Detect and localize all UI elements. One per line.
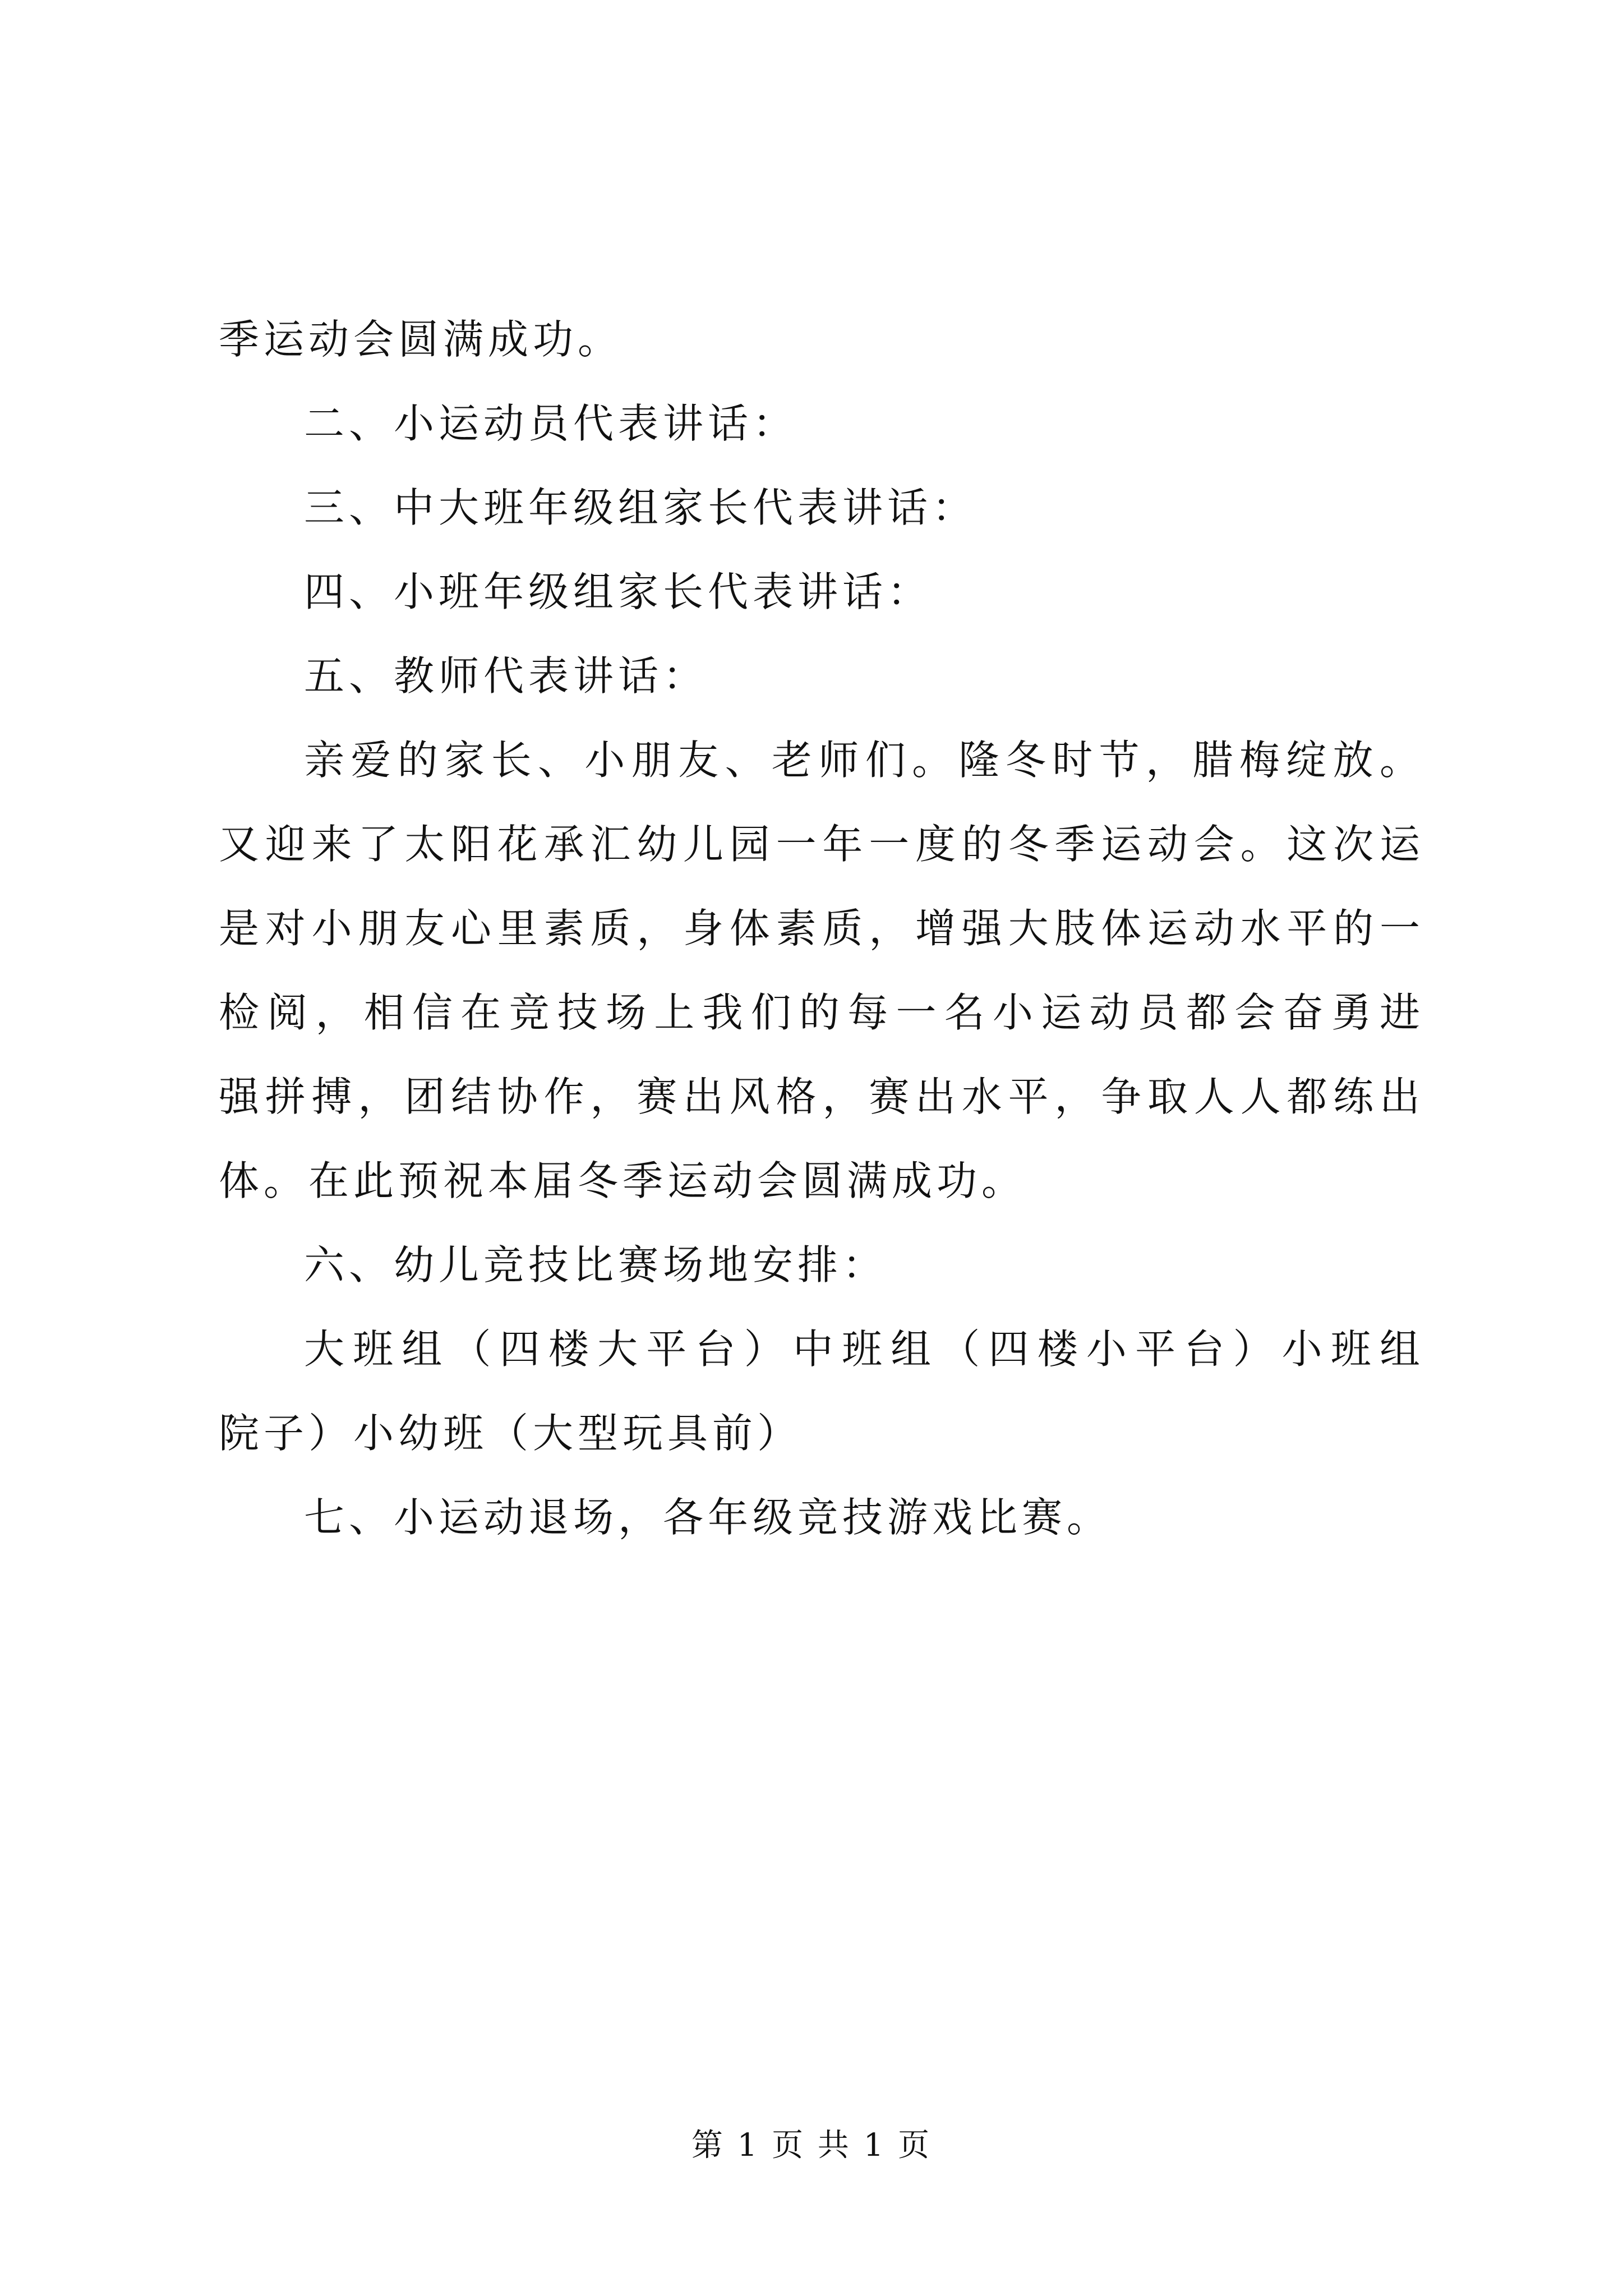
- paragraph-line: 是对小朋友心里素质，身体素质，增强大肢体运动水平的一: [219, 905, 1424, 952]
- section-heading: 六、幼儿竞技比赛场地安排：: [304, 1241, 888, 1289]
- section-heading: 七、小运动退场，各年级竞技游戏比赛。: [304, 1494, 1112, 1541]
- paragraph-line: 亲爱的家长、小朋友、老师们。隆冬时节，腊梅绽放。: [304, 737, 1424, 784]
- paragraph-line: 强拼搏，团结协作，赛出风格，赛出水平，争取人人都练出: [219, 1073, 1424, 1120]
- paragraph-line: 院子）小幼班（大型玩具前）: [219, 1410, 803, 1457]
- page-footer: 第 1 页 共 1 页: [691, 2127, 932, 2164]
- section-heading: 二、小运动员代表讲话：: [304, 400, 798, 447]
- section-heading: 三、中大班年级组家长代表讲话：: [304, 484, 978, 531]
- paragraph-line: 季运动会圆满成功。: [219, 316, 623, 363]
- paragraph-line: 大班组（四楼大平台）中班组（四楼小平台）小班组: [304, 1326, 1424, 1373]
- section-heading: 五、教师代表讲话：: [304, 652, 708, 700]
- paragraph-line: 检阅，相信在竞技场上我们的每一名小运动员都会奋勇进: [219, 989, 1424, 1036]
- paragraph-line: 体。在此预祝本届冬季运动会圆满成功。: [219, 1157, 1027, 1204]
- paragraph-line: 又迎来了太阳花承汇幼儿园一年一度的冬季运动会。这次运: [219, 821, 1424, 868]
- section-heading: 四、小班年级组家长代表讲话：: [304, 568, 933, 615]
- document-body: [219, 297, 1424, 1559]
